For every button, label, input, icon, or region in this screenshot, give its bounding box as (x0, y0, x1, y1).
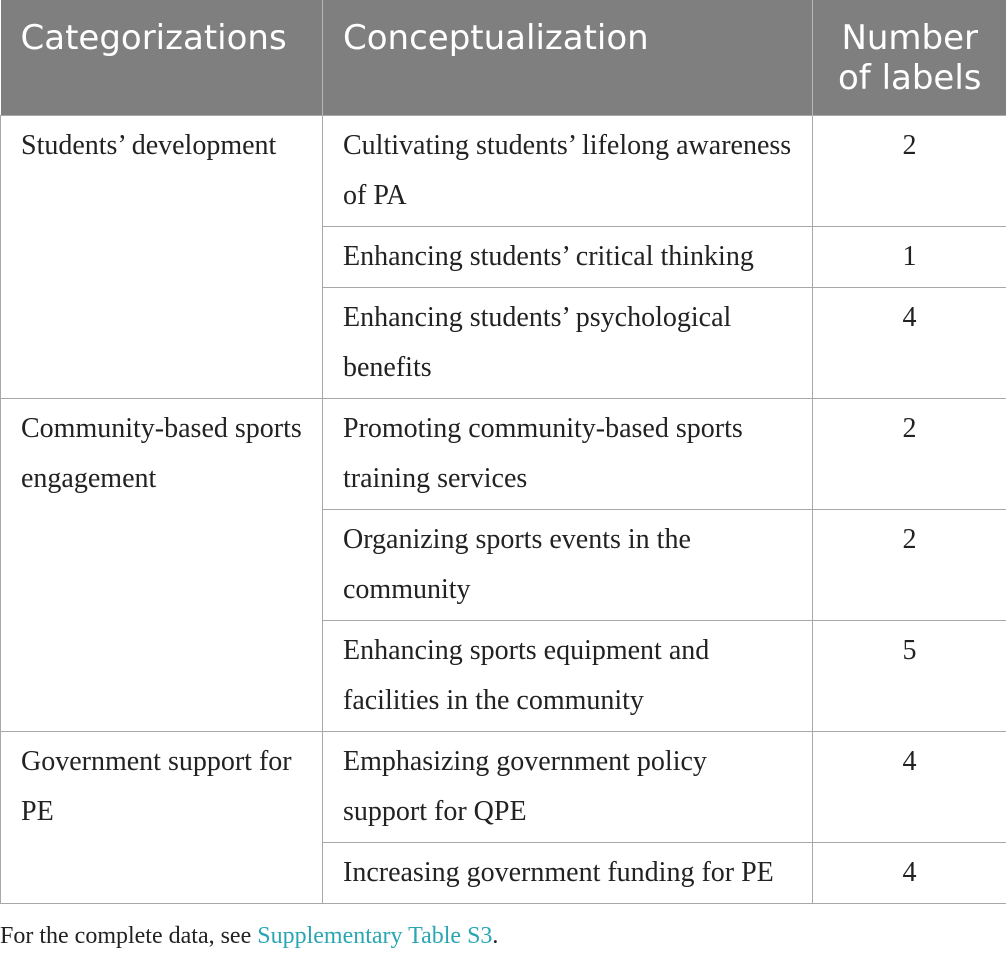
header-number-line1: Number (841, 18, 979, 58)
header-number-of-labels (813, 0, 1006, 115)
concept-cell: Enhancing students’ psychological benefits (323, 287, 813, 398)
footnote-end: . (492, 923, 499, 949)
number-cell: 4 (813, 287, 1006, 398)
number-cell: 5 (813, 620, 1006, 731)
header-conceptualization: Conceptualization (323, 0, 813, 115)
table-body (1, 115, 1006, 903)
concept-cell: Emphasizing government policy support for QPE (323, 731, 813, 842)
number-cell: 4 (813, 731, 1006, 842)
concept-cell: Enhancing sports equipment and facilities in the community (323, 620, 813, 731)
header-categorizations: Categorizations (1, 0, 323, 115)
category-cell: Government support for PE (1, 731, 323, 903)
number-cell: 1 (813, 226, 1006, 287)
concept-cell: Cultivating students’ lifelong awareness of PA (323, 115, 813, 226)
number-cell: 4 (813, 842, 1006, 903)
category-cell: Community-based sports engagement (1, 398, 323, 731)
footnote-text: For the complete data, see (0, 923, 258, 949)
concept-cell: Increasing government funding for PE (323, 842, 813, 903)
header-number-line2: of labels (837, 58, 982, 98)
concept-cell: Enhancing students’ critical thinking (323, 226, 813, 287)
table-row (1, 398, 1006, 509)
supplementary-table-link[interactable]: Supplementary Table S3 (257, 923, 493, 949)
concept-cell: Promoting community-based sports training services (323, 398, 813, 509)
table-row (1, 115, 1006, 226)
number-cell: 2 (813, 398, 1006, 509)
concept-cell: Organizing sports events in the community (323, 509, 813, 620)
table-header (1, 0, 1006, 115)
number-cell: 2 (813, 509, 1006, 620)
category-cell: Students’ development (1, 115, 323, 398)
table-footnote (0, 916, 498, 956)
table-row (1, 731, 1006, 842)
number-cell: 2 (813, 115, 1006, 226)
